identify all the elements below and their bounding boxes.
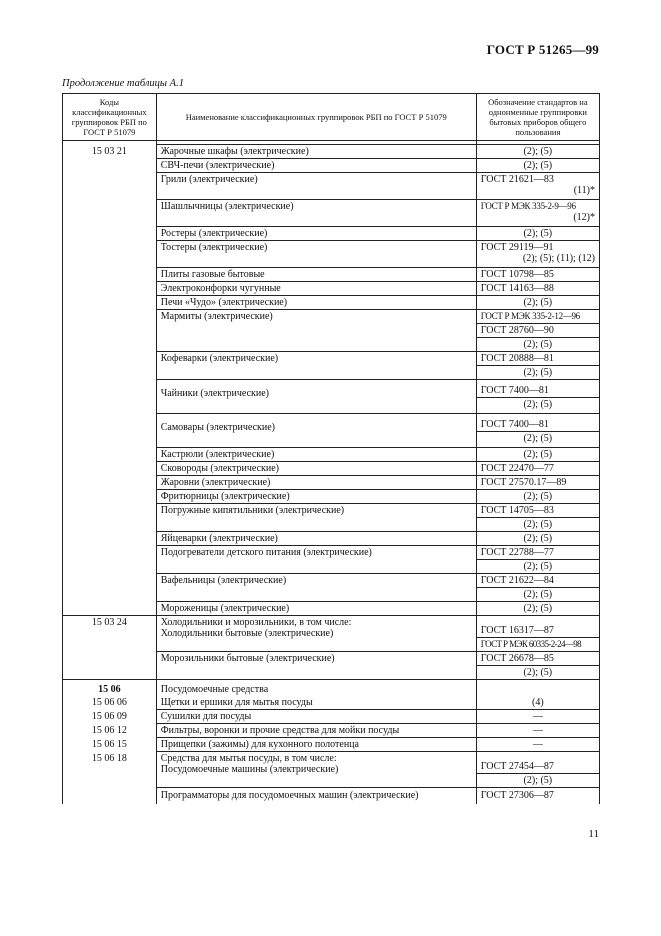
table-row xyxy=(63,296,600,310)
row-standard: ГОСТ 21622—84 xyxy=(477,574,599,588)
table-row xyxy=(63,490,600,504)
row-standard: ГОСТ 21621—83 xyxy=(480,174,554,185)
table-row xyxy=(63,462,600,476)
table-row xyxy=(63,268,600,282)
row-standard: (2); (5) xyxy=(476,448,599,462)
row-standard-cell xyxy=(476,504,599,532)
row-standard: ГОСТ Р МЭК 335-2-9—96 xyxy=(480,201,576,211)
row-name: Самовары (электрические) xyxy=(156,414,476,448)
table-row xyxy=(63,159,600,173)
table-row xyxy=(63,710,600,724)
row-standard: ГОСТ 10798—85 xyxy=(476,268,599,282)
table-row xyxy=(63,788,600,804)
row-standard-2: (2); (5) xyxy=(523,519,553,530)
table-row xyxy=(63,380,600,414)
table-row xyxy=(63,227,600,241)
row-standard: (2); (5) xyxy=(476,602,599,616)
row-name: Морозильники бытовые (электрические) xyxy=(156,652,476,680)
row-standard-2: (2); (5) xyxy=(523,399,553,410)
row-standard: ГОСТ 22788—77 xyxy=(477,546,599,560)
table-row xyxy=(63,752,600,788)
row-name: Кастрюли (электрические) xyxy=(156,448,476,462)
row-standard: (2); (5) xyxy=(476,227,599,241)
table-row xyxy=(63,310,600,352)
row-standard: ГОСТ 14705—83 xyxy=(477,504,599,518)
row-name: Сушилки для посуды xyxy=(156,710,476,724)
row-standard-cell xyxy=(476,380,599,414)
table-row xyxy=(63,352,600,380)
row-standard: ГОСТ 16317—87 xyxy=(477,624,599,638)
row-standard-cell xyxy=(476,652,599,680)
table-row xyxy=(63,173,600,200)
row-standard: (2); (5) xyxy=(476,296,599,310)
row-name: Кофеварки (электрические) xyxy=(156,352,476,380)
row-name: Холодильники и морозильники, в том числе: xyxy=(160,617,352,628)
row-name: Жарочные шкафы (электрические) xyxy=(156,145,476,159)
table-row xyxy=(63,696,600,710)
row-standard: (2); (5) xyxy=(476,532,599,546)
table-row xyxy=(63,680,600,697)
table-row xyxy=(63,724,600,738)
row-standard-note: (11)* xyxy=(573,185,595,196)
row-standard-cell xyxy=(476,546,599,574)
row-name: Программаторы для посудомоечных машин (электрические) xyxy=(156,788,476,804)
table-row xyxy=(63,145,600,159)
row-name: Печи «Чудо» (электрические) xyxy=(156,296,476,310)
table-row xyxy=(63,448,600,462)
row-standard-cell xyxy=(476,352,599,380)
row-standard: ГОСТ 26678—85 xyxy=(477,652,599,666)
row-standard: (2); (5) xyxy=(476,145,599,159)
row-standard: ГОСТ 29119—91 xyxy=(480,242,554,253)
row-code: 15 06 09 xyxy=(63,710,157,724)
row-standard: ГОСТ 27454—87 xyxy=(477,760,599,774)
row-standard-cell xyxy=(476,173,599,200)
row-standard: ГОСТ 7400—81 xyxy=(477,414,599,432)
row-standard-2: ГОСТ 28760—90 xyxy=(477,324,599,338)
row-standard-2: (2); (5) xyxy=(523,561,553,572)
row-name: Грили (электрические) xyxy=(156,173,476,200)
row-code: 15 03 24 xyxy=(63,616,157,652)
row-code: 15 06 15 xyxy=(63,738,157,752)
row-name: Посудомоечные средства xyxy=(156,680,476,697)
table-header-row xyxy=(63,94,600,141)
table-row xyxy=(63,574,600,602)
page-number: 11 xyxy=(588,828,599,840)
row-standard-2: (2); (5) xyxy=(523,367,553,378)
row-name: Чайники (электрические) xyxy=(156,380,476,414)
row-standard-cell xyxy=(476,241,599,268)
row-name: Сковороды (электрические) xyxy=(156,462,476,476)
row-standard-2: (2); (5) xyxy=(523,667,553,678)
row-name: Мороженицы (электрические) xyxy=(156,602,476,616)
row-standard: ГОСТ 14163—88 xyxy=(476,282,599,296)
row-standard-2: ГОСТ Р МЭК 60335-2-24—98 xyxy=(480,639,582,649)
row-standard: ГОСТ 27306—87 xyxy=(476,788,599,804)
row-standard: ГОСТ 20888—81 xyxy=(477,352,599,366)
row-standard: (2); (5) xyxy=(476,159,599,173)
table-row xyxy=(63,241,600,268)
table-row xyxy=(63,738,600,752)
table-continuation-label: Продолжение таблицы А.1 xyxy=(62,78,184,89)
row-name: Шашлычницы (электрические) xyxy=(156,200,476,227)
row-name: Погружные кипятильники (электрические) xyxy=(156,504,476,532)
table-row xyxy=(63,532,600,546)
row-standard-cell xyxy=(476,616,599,652)
row-subname: Холодильники бытовые (электрические) xyxy=(160,628,334,639)
row-code: 15 06 18 xyxy=(63,752,157,788)
row-standard-2: (2); (5) xyxy=(523,433,553,444)
row-name: Прищепки (зажимы) для кухонного полотенца xyxy=(156,738,476,752)
table-row xyxy=(63,652,600,680)
row-name: Электроконфорки чугунные xyxy=(156,282,476,296)
row-standard: ГОСТ 22470—77 xyxy=(476,462,599,476)
table-row xyxy=(63,200,600,227)
row-standard-2: (2); (5) xyxy=(523,775,553,786)
row-standard-cell xyxy=(476,310,599,352)
row-code: 15 03 21 xyxy=(63,145,157,159)
row-standard: — xyxy=(476,710,599,724)
row-name: Фильтры, воронки и прочие средства для мойки посуды xyxy=(156,724,476,738)
classification-table xyxy=(62,93,600,804)
row-subname: Посудомоечные машины (электрические) xyxy=(160,764,339,775)
row-name-cell xyxy=(156,616,476,652)
row-name-cell xyxy=(156,752,476,788)
row-name: Мармиты (электрические) xyxy=(156,310,476,352)
row-standard: — xyxy=(476,724,599,738)
column-header-standards: Обозначение стандартов на однонменные группировки бытовых приборов общего пользования xyxy=(476,94,599,141)
row-standard: (2); (5) xyxy=(476,490,599,504)
row-name: Плиты газовые бытовые xyxy=(156,268,476,282)
row-standard: — xyxy=(476,738,599,752)
row-name: Щетки и ершики для мытья посуды xyxy=(156,696,476,710)
table-row xyxy=(63,546,600,574)
table-row xyxy=(63,476,600,490)
row-code: 15 06 xyxy=(63,680,157,697)
row-standard-note: (2); (5); (11); (12) xyxy=(522,253,595,264)
row-name: Подогреватели детского питания (электрические) xyxy=(156,546,476,574)
row-name: Жаровни (электрические) xyxy=(156,476,476,490)
row-code: 15 06 12 xyxy=(63,724,157,738)
row-name: Средства для мытья посуды, в том числе: xyxy=(160,753,337,764)
table-row xyxy=(63,602,600,616)
row-standard-cell xyxy=(476,200,599,227)
table-row xyxy=(63,504,600,532)
row-name: Ростеры (электрические) xyxy=(156,227,476,241)
row-name: Яйцеварки (электрические) xyxy=(156,532,476,546)
column-header-codes: Коды классификационных группировок РБП по ГОСТ Р 51079 xyxy=(63,94,157,141)
row-standard: ГОСТ Р МЭК 335-2-12—96 xyxy=(477,310,599,324)
table-row xyxy=(63,282,600,296)
row-standard-2: (2); (5) xyxy=(523,589,553,600)
row-standard: ГОСТ 7400—81 xyxy=(477,380,599,398)
row-standard-note: (12)* xyxy=(573,212,595,223)
row-name: Вафельницы (электрические) xyxy=(156,574,476,602)
row-code: 15 06 06 xyxy=(63,696,157,710)
row-standard: (4) xyxy=(476,696,599,710)
row-standard-cell xyxy=(476,752,599,788)
column-header-names: Наименование классификационных группировок РБП по ГОСТ Р 51079 xyxy=(156,94,476,141)
row-name: СВЧ-печи (электрические) xyxy=(156,159,476,173)
row-standard-cell xyxy=(476,574,599,602)
table-row xyxy=(63,414,600,448)
row-standard-cell xyxy=(476,414,599,448)
row-standard: ГОСТ 27570.17—89 xyxy=(476,476,599,490)
row-name: Фритюрницы (электрические) xyxy=(156,490,476,504)
table-row xyxy=(63,616,600,652)
row-standard-3: (2); (5) xyxy=(523,339,553,350)
document-header: ГОСТ Р 51265—99 xyxy=(486,42,599,57)
row-name: Тостеры (электрические) xyxy=(156,241,476,268)
